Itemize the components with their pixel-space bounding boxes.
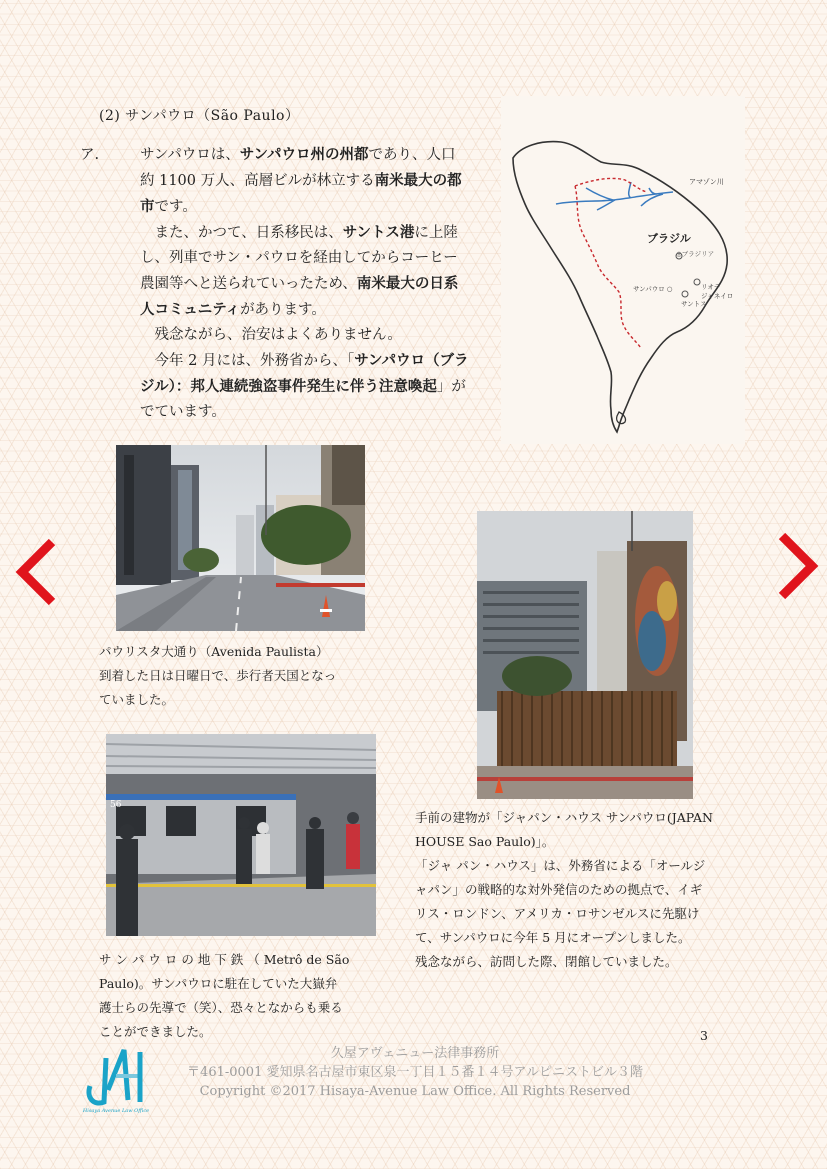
emphasis-text: サントス港 [342, 224, 415, 241]
metro-caption [99, 948, 389, 1044]
rio-label-1: リオデ [701, 283, 721, 291]
emphasis-text: サンパウロ（ブラジル）：邦人連続強盗事件発生に伴う注意喚起 [140, 352, 469, 395]
amazon-river [556, 182, 673, 210]
santos-label: サントス [681, 300, 707, 308]
caption-line: ャパン」の戦略的な対外発信のための拠点で、イギ [415, 882, 703, 897]
metro-photo [106, 734, 376, 936]
caption-line: 護士らの先導で（笑）、恐々となからも乗る [99, 1000, 343, 1015]
body-text: 残念ながら、治安はよくありません。 [154, 327, 402, 343]
page-number: 3 [700, 1028, 708, 1043]
footer-office: 久屋アヴェニュー法律事務所 [330, 1046, 500, 1061]
emphasis-text: サンパウロ州の州都 [239, 146, 369, 163]
emphasis-text: 南米最大の都市 [140, 172, 462, 215]
caption-line: ことができました。 [99, 1024, 212, 1039]
paragraph-1 [80, 142, 470, 220]
train-number: 56 [110, 800, 122, 810]
body-text: であり、人口約 1100 万人、高層ビルが林立する [140, 147, 456, 189]
caption-line: 残念ながら、訪問した際、閉館していました。 [415, 954, 678, 969]
body-text: に上陸し、列車でサン・パウロを経由してからコーヒー農園等へと送られていったため、 [140, 225, 458, 292]
body-text: です。 [154, 199, 197, 215]
chevron-left-icon [14, 536, 60, 608]
caption-line: パウリスタ大通り（Avenida Paulista） [99, 644, 329, 659]
caption-line: Paulo)。サンパウロに駐在していた大嶽弁 [99, 976, 338, 991]
caption-line: ていました。 [99, 692, 175, 707]
body-text: 」がでています。 [140, 379, 466, 420]
paulista-photo [116, 445, 365, 631]
footer-copyright: Copyright ©2017 Hisaya-Avenue Law Office. All Rights Reserved [199, 1084, 631, 1099]
amazon-label: アマゾン川 [689, 178, 724, 186]
caption-line: サ ン パ ウ ロ の 地 下 鉄 （ Metrô de São [99, 952, 350, 967]
japan-house-caption [415, 806, 760, 974]
paulista-caption [99, 640, 389, 712]
logo-text: Hisaya Avenue Law Office [82, 1108, 150, 1114]
body-text: 今年 2 月には、外務省から、「 [154, 353, 355, 369]
footer-address: 〒461-0001 愛知県名古屋市東区泉一丁目１５番１４号アルピニストビル３階 [187, 1065, 643, 1080]
brazil-border [575, 178, 647, 348]
japan-house-photo [477, 511, 693, 799]
office-logo [76, 1046, 156, 1118]
emphasis-text: 南米最大の日系人コミュニティ [140, 275, 459, 318]
prev-page-button[interactable] [14, 536, 60, 608]
rio-label-2: ジャネイロ [701, 292, 734, 300]
caption-line: て、サンパウロに今年 5 月にオープンしました。 [415, 930, 691, 945]
saopaulo-label: サンパウロ ○ [633, 285, 673, 293]
chevron-right-icon [774, 530, 820, 602]
main-text [80, 142, 470, 425]
paragraph-2 [140, 220, 470, 323]
body-text: また、かつて、日系移民は、 [154, 225, 343, 241]
map-drawing [501, 96, 745, 444]
caption-line: 到着した日は日曜日で、歩行者天国となっ [99, 668, 337, 683]
section-heading: (2) サンパウロ（São Paulo） [99, 108, 300, 124]
body-text: サンパウロは、 [140, 147, 240, 163]
caption-line: 「ジャ パン・ハウス」は、外務省による「オールジ [415, 858, 706, 873]
south-america-map [501, 96, 745, 444]
caption-line: リス・ロンドン、アメリカ・ロサンゼルスに先駆け [415, 906, 700, 921]
brazil-label: ブラジル [647, 232, 691, 245]
caption-line: 手前の建物が「ジャパン・ハウス サンパウロ(JAPAN [415, 810, 713, 825]
body-text: があります。 [240, 302, 326, 318]
caption-line: HOUSE Sao Paulo)」。 [415, 834, 555, 849]
list-marker: ア. [80, 147, 100, 163]
brasilia-label: ◎ブラジリア [676, 250, 715, 258]
paragraph-3 [140, 323, 470, 348]
footer [150, 1044, 680, 1101]
paragraph-4 [140, 348, 470, 425]
next-page-button[interactable] [774, 530, 820, 602]
